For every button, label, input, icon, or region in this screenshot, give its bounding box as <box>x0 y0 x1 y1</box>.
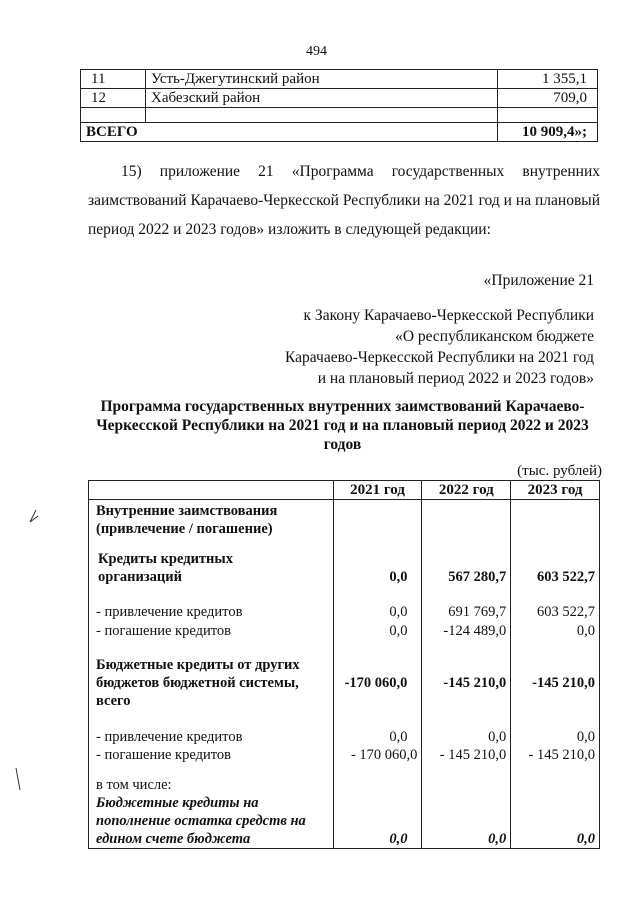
page-number: 494 <box>306 44 327 59</box>
district-name: Хабезский район <box>146 89 498 108</box>
value-cell: - 145 210,0 <box>511 746 600 776</box>
paragraph-rest: заимствований Карачаево-Черкесской Республики на 2021 год и на плановый период 2022 и 2023 годов» изложить в следующей редакции: <box>88 192 600 238</box>
credits-label: Кредиты кредитных организаций <box>98 550 233 585</box>
replenish-label: Бюджетные кредиты на пополнение остатка средств на едином счете бюджета <box>96 794 306 847</box>
district-totals-table <box>80 69 598 142</box>
table-row <box>89 656 600 728</box>
header-cell: 2023 год <box>511 481 600 500</box>
pen-mark <box>30 510 38 522</box>
section-title: Внутренние заимствования (привлечение / погашение) <box>96 503 278 537</box>
amendment-paragraph <box>88 157 600 244</box>
table-row <box>89 794 600 849</box>
value-cell: - 145 210,0 <box>422 746 511 776</box>
value-cell: -145 210,0 <box>422 656 511 728</box>
value-cell: 603 522,7 <box>511 603 600 622</box>
table-row <box>81 70 598 89</box>
table-row <box>89 622 600 656</box>
pen-mark <box>16 768 20 790</box>
row-number: 11 <box>81 70 146 89</box>
table-row <box>81 89 598 108</box>
appendix-line: к Закону Карачаево-Черкесской Республики <box>303 307 594 324</box>
district-name: Усть-Джегутинский район <box>146 70 498 89</box>
value-cell: - 170 060,0 <box>333 746 422 776</box>
appendix-line: «О республиканском бюджете <box>395 328 594 345</box>
value-cell: 0,0 <box>511 794 600 849</box>
row-label: - погашение кредитов <box>89 746 334 776</box>
total-row <box>81 123 598 142</box>
row-label: - погашение кредитов <box>89 622 334 656</box>
value-cell: 0,0 <box>333 550 422 603</box>
value-cell: 0,0 <box>333 728 422 746</box>
appendix-line: Карачаево-Черкесской Республики на 2021 год <box>285 349 594 366</box>
table-row <box>89 776 600 794</box>
table-row <box>89 500 600 550</box>
value-cell: 0,0 <box>422 728 511 746</box>
header-cell <box>89 481 334 500</box>
value-cell: 0,0 <box>333 794 422 849</box>
total-label: ВСЕГО <box>81 123 498 142</box>
header-row <box>89 481 600 500</box>
budget-credits-label: Бюджетные кредиты от других бюджетов бюджетной системы, всего <box>96 656 300 709</box>
borrowing-program-table <box>88 480 600 849</box>
paragraph-first-line: 15) приложение 21 «Программа государственных внутренних <box>121 163 600 180</box>
table-row <box>89 746 600 776</box>
value-cell: 0,0 <box>422 794 511 849</box>
row-label: - привлечение кредитов <box>89 603 334 622</box>
value-cell: 567 280,7 <box>422 550 511 603</box>
appendix-title: «Приложение 21 <box>483 272 594 289</box>
header-cell: 2021 год <box>333 481 422 500</box>
value-cell: -170 060,0 <box>333 656 422 728</box>
header-cell: 2022 год <box>422 481 511 500</box>
total-value: 10 909,4»; <box>498 123 598 142</box>
appendix-line: и на плановый период 2022 и 2023 годов» <box>317 370 594 387</box>
value-cell: 0,0 <box>511 622 600 656</box>
value-cell: 691 769,7 <box>422 603 511 622</box>
including-label: в том числе: <box>89 776 334 794</box>
table-row <box>89 728 600 746</box>
row-label: - привлечение кредитов <box>89 728 334 746</box>
table-row <box>89 550 600 603</box>
table-row <box>89 603 600 622</box>
units-label: (тыс. рублей) <box>517 463 602 479</box>
appendix-header <box>285 270 594 389</box>
value-cell: 0,0 <box>511 728 600 746</box>
empty-row <box>81 108 598 123</box>
value-cell: -124 489,0 <box>422 622 511 656</box>
value-cell: 0,0 <box>333 603 422 622</box>
value-cell: -145 210,0 <box>511 656 600 728</box>
row-number: 12 <box>81 89 146 108</box>
document-title: Программа государственных внутренних заимствований Карачаево-Черкесской Республики на 2021 год и на плановый период 2022 и 2023 годов <box>96 398 589 453</box>
value-cell: 603 522,7 <box>511 550 600 603</box>
district-value: 709,0 <box>498 89 598 108</box>
district-value: 1 355,1 <box>498 70 598 89</box>
value-cell: 0,0 <box>333 622 422 656</box>
